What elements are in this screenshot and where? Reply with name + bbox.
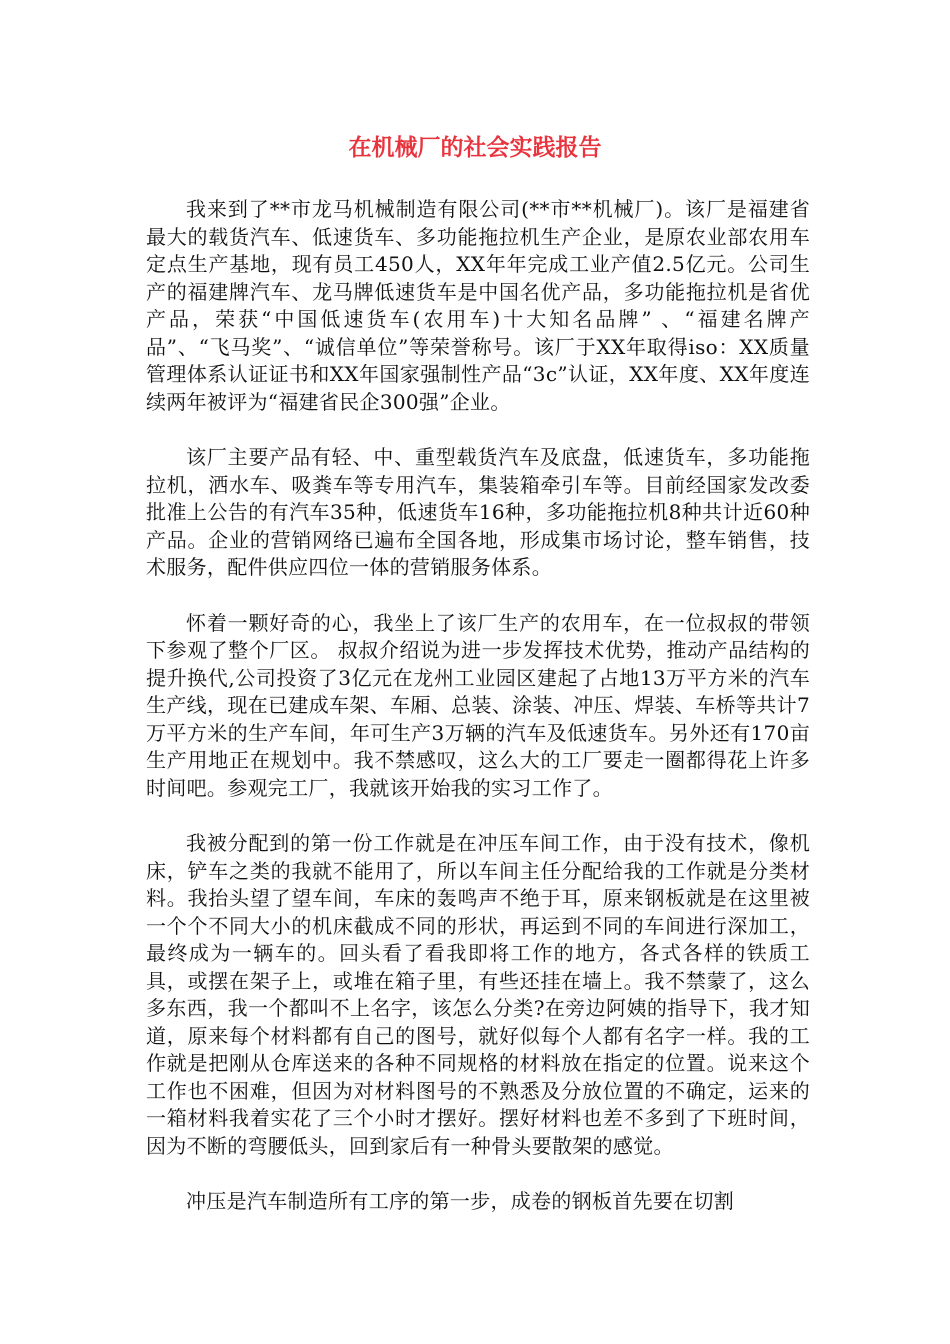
paragraph-stamping: 冲压是汽车制造所有工序的第一步，成卷的钢板首先要在切割 (186, 1189, 735, 1213)
paragraph-products: 该厂主要产品有轻、中、重型载货汽车及底盘，低速货车，多功能拖拉机，洒水车、吸粪车等专用汽车，集装箱牵引车等。目前经国家发改委批准上公告的有汽车35种，低速货车16种，多功能拖拉机8种共计近60种产品。企业的营销网络已遍布全国各地，形成集市场讨论，整车销售，技术服务，配件供应四位一体的营销服务体系。 (146, 445, 810, 579)
paragraph-factory-tour: 怀着一颗好奇的心，我坐上了该厂生产的农用车，在一位叔叔的带领下参观了整个厂区。 叔叔介绍说为进一步发挥技术优势，推动产品结构的提升换代,公司投资了3亿元在龙州工业园区建起了占地13万平方米的汽车生产线，现在已建成车架、车厢、总装、涂装、冲压、焊装、车桥等共计7万平方米的生产车间，年可生产3万辆的汽车及低速货车。另外还有170亩生产用地正在规划中。我不禁感叹，这么大的工厂要走一圈都得花上许多时间吧。参观完工厂，我就该开始我的实习工作了。 (146, 610, 810, 800)
paragraph-intro: 我来到了**市龙马机械制造有限公司(**市**机械厂)。该厂是福建省最大的载货汽车、低速货车、多功能拖拉机生产企业，是原农业部农用车定点生产基地，现有员工450人，XX年年完成工业产值2.5亿元。公司生产的福建牌汽车、龙马牌低速货车是中国名优产品，多功能拖拉机是省优产品，荣获“中国低速货车(农用车)十大知名品牌” 、“福建名牌产品”、“飞马奖”、“诚信单位”等荣誉称号。该厂于XX年取得iso：XX质量管理体系认证证书和XX年国家强制性产品“3c”认证，XX年度、XX年度连续两年被评为“福建省民企300强”企业。 (146, 197, 810, 414)
document-body (146, 196, 810, 1244)
paragraph-first-job: 我被分配到的第一份工作就是在冲压车间工作，由于没有技术，像机床，铲车之类的我就不能用了，所以车间主任分配给我的工作就是分类材料。我抬头望了望车间，车床的轰鸣声不绝于耳，原来钢板就是在这里被一个个不同大小的机床截成不同的形状，再运到不同的车间进行深加工，最终成为一辆车的。回头看了看我即将工作的地方，各式各样的铁质工具，或摆在架子上，或堆在箱子里，有些还挂在墙上。我不禁蒙了，这么多东西，我一个都叫不上名字，该怎么分类?在旁边阿姨的指导下，我才知道，原来每个材料都有自己的图号，就好似每个人都有名字一样。我的工作就是把刚从仓库送来的各种不同规格的材料放在指定的位置。说来这个工作也不困难，但因为对材料图号的不熟悉及分放位置的不确定，运来的一箱材料我着实花了三个小时才摆好。摆好材料也差不多到了下班时间，因为不断的弯腰低头，回到家后有一种骨头要散架的感觉。 (146, 831, 810, 1158)
document-title: 在机械厂的社会实践报告 (348, 135, 602, 161)
